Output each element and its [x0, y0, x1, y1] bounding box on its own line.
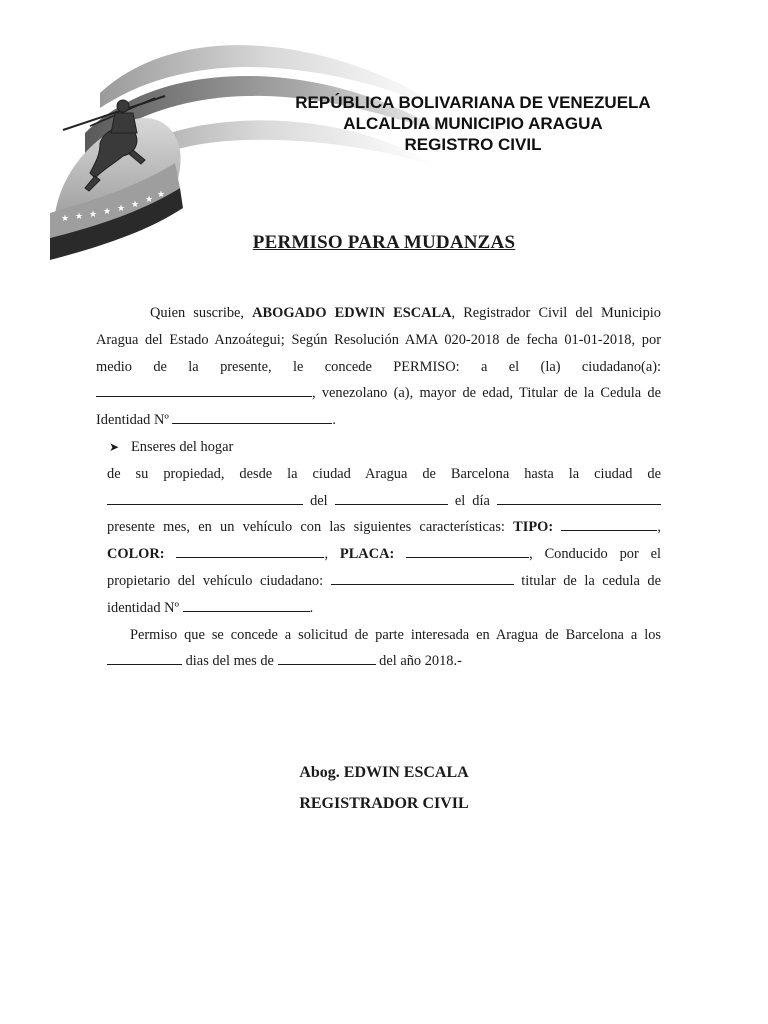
paragraph-2-line: del el día	[107, 488, 661, 515]
header-office: REGISTRO CIVIL	[404, 135, 542, 154]
svg-text:★: ★	[61, 214, 70, 224]
signer-name: ABOGADO EDWIN ESCALA	[252, 305, 452, 321]
paragraph-3-continued	[96, 648, 661, 675]
bullet-item-label: Enseres del hogar	[131, 438, 234, 455]
svg-text:★: ★	[75, 212, 84, 222]
destination-city-blank[interactable]	[107, 490, 303, 505]
arrow-bullet-icon: ➤	[109, 439, 120, 454]
bullet-item	[96, 434, 661, 461]
svg-text:★: ★	[103, 207, 112, 217]
paragraph-3-line: Permiso que se concede a solicitud de parte interesada en Aragua de Barcelona a los	[130, 626, 661, 643]
day-blank[interactable]	[497, 490, 661, 505]
citizen-name-blank[interactable]	[96, 382, 312, 397]
paragraph-3	[96, 622, 661, 649]
tipo-label: TIPO:	[513, 519, 554, 536]
header-municipality: ALCALDIA MUNICIPIO ARAGUA	[343, 114, 603, 133]
svg-text:★: ★	[145, 195, 154, 205]
paragraph-1-line: medio de la presente, le concede PERMISO: a el (la) ciudadano(a):	[96, 358, 661, 375]
signer-role: REGISTRADOR CIVIL	[299, 795, 469, 812]
paragraph-1-line: Identidad Nº .	[96, 407, 661, 434]
color-label: COLOR:	[107, 546, 165, 563]
paragraph-2-line: de su propiedad, desde la ciudad Aragua de Barcelona hasta la ciudad de	[107, 465, 661, 482]
origin-blank[interactable]	[335, 490, 448, 505]
placa-label: PLACA:	[339, 546, 395, 563]
paragraph-3-line: dias del mes de del año 2018.-	[107, 648, 661, 675]
signature-block	[0, 757, 768, 819]
vehicle-color-blank[interactable]	[176, 543, 324, 558]
paragraph-2-line: identidad Nº .	[107, 595, 661, 622]
paragraph-1-line: , venezolano (a), mayor de edad, Titular de la Cedula de	[96, 380, 661, 407]
paragraph-1	[96, 300, 661, 327]
vehicle-type-blank[interactable]	[561, 516, 657, 531]
month-blank[interactable]	[278, 650, 376, 665]
vehicle-plate-blank[interactable]	[406, 543, 529, 558]
paragraph-2	[96, 461, 661, 622]
svg-text:★: ★	[157, 190, 166, 200]
institution-header	[284, 92, 662, 155]
paragraph-1-line: Aragua del Estado Anzoátegui; Según Resolución AMA 020-2018 de fecha 01-01-2018, por	[96, 331, 661, 348]
paragraph-2-line: propietario del vehículo ciudadano: titular de la cedula de	[107, 568, 661, 595]
citizen-id-blank[interactable]	[172, 409, 332, 424]
paragraph-1-line: Quien suscribe, ABOGADO EDWIN ESCALA, Registrador Civil del Municipio	[150, 305, 661, 321]
svg-text:★: ★	[89, 210, 98, 220]
svg-text:★: ★	[117, 204, 126, 214]
vehicle-owner-blank[interactable]	[331, 570, 514, 585]
days-blank[interactable]	[107, 650, 182, 665]
header-country: REPÚBLICA BOLIVARIANA DE VENEZUELA	[295, 93, 651, 112]
svg-text:★: ★	[131, 200, 140, 210]
document-title: PERMISO PARA MUDANZAS	[252, 232, 516, 253]
paragraph-2-line: presente mes, en un vehículo con las siguientes características: TIPO: ,	[107, 514, 661, 541]
owner-id-blank[interactable]	[183, 597, 310, 612]
paragraph-2-line: COLOR: , PLACA: , Conducido por el	[107, 541, 661, 568]
document-body	[96, 300, 661, 675]
signer-signature-name: Abog. EDWIN ESCALA	[299, 764, 469, 781]
